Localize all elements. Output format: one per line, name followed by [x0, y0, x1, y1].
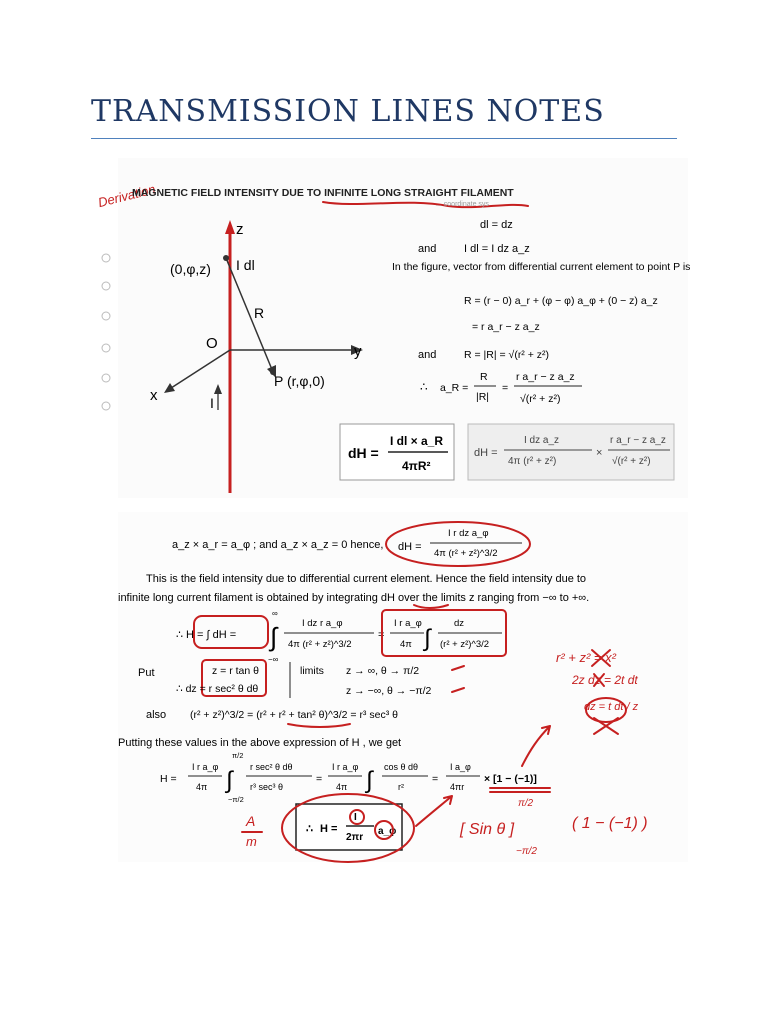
box1-num: I dl × a_R: [390, 434, 444, 448]
box2-num2: r a_r − z a_z: [610, 435, 666, 446]
final-int2-num: cos θ dθ: [384, 762, 419, 772]
final-frac3-num: I a_φ: [450, 762, 471, 772]
and-text-1: and: [418, 243, 437, 255]
result-unit: a_φ: [378, 826, 397, 837]
origin-label: O: [206, 335, 218, 352]
hand-note-3: dz = t dt / z: [584, 701, 639, 713]
paragraph-line-1: This is the field intensity due to differential current element. Hence the field intensity due to: [146, 573, 587, 585]
integral-den2: (r² + z²)^3/2: [440, 639, 490, 650]
final-int-num: r sec² θ dθ: [250, 762, 293, 772]
final-frac2-den: 4π: [336, 782, 348, 792]
substitution-2: ∴ dz = r sec² θ dθ: [176, 683, 259, 695]
paragraph-line-2: infinite long current filament is obtained by integrating dH over the limits z ranging from −∞ to +∞.: [118, 592, 590, 604]
also-underline-ink: [288, 724, 350, 727]
limit-1: z → ∞, θ → π/2: [346, 665, 420, 677]
vector-R: [226, 258, 273, 372]
final-int-upper: π/2: [232, 751, 244, 760]
current-arrowhead: [214, 384, 222, 394]
therefore-symbol-1: ∴: [420, 380, 428, 394]
eq-R-simplified: = r a_r − z a_z: [472, 321, 540, 333]
put-label: Put: [138, 667, 155, 679]
eq-aR-mid-den: |R|: [476, 391, 490, 403]
hand-note-3-strike: [594, 718, 618, 734]
box2-times: ×: [596, 447, 603, 459]
eq-dl: dl = dz: [480, 219, 513, 231]
final-lhs: H =: [160, 773, 177, 785]
and-text-2: and: [418, 349, 437, 361]
scan2-canvas: [118, 512, 688, 862]
source-point-dot: [223, 255, 229, 261]
hand-unit-A: A: [246, 813, 256, 829]
result-arrow-ink: [416, 796, 452, 826]
integral-sign: ∫: [226, 767, 233, 794]
eq-R-magnitude: R = |R| = √(r² + z²): [464, 349, 550, 361]
element-label: I dl: [236, 257, 255, 273]
box2-den2: √(r² + z²): [612, 456, 651, 467]
final-eq2: =: [432, 773, 439, 785]
eq-aR-num: r a_r − z a_z: [516, 371, 575, 383]
eq-R-expanded: R = (r − 0) a_r + (φ − φ) a_φ + (0 − z) a_z: [464, 295, 658, 307]
faded-text: ... coordinate sys: [436, 201, 489, 208]
final-int2-den: r²: [398, 782, 404, 792]
integral-sign: ∫: [424, 625, 431, 652]
integral-sign: ∫: [366, 767, 373, 794]
integral-eq: =: [378, 629, 385, 641]
final-eq1: =: [316, 773, 323, 785]
vector-R-label: R: [254, 305, 265, 321]
final-arrow-ink: [522, 726, 550, 766]
section-heading: MAGNETIC FIELD INTENSITY DUE TO INFINITE LONG STRAIGHT FILAMENT: [132, 187, 514, 199]
integral-frac-den: 4π: [400, 639, 412, 650]
y-axis-label: y: [354, 343, 362, 360]
hand-note-1: r² + z² = x²: [556, 650, 616, 665]
eq-idl: I dl = I dz a_z: [464, 243, 530, 255]
integral-frac-num: I r a_φ: [394, 618, 422, 629]
eq-aR-mid-num: R: [480, 371, 488, 383]
scan1-canvas: [96, 158, 691, 498]
result-num: I: [354, 812, 357, 823]
integral-den: 4π (r² + z²)^3/2: [288, 639, 352, 650]
paragraph-text: [392, 261, 690, 273]
current-label: I: [210, 395, 214, 411]
hand-note-2: 2z dz = 2t dt: [572, 673, 638, 687]
paragraph-text-line: In the figure, vector from differential current element to point P is: [392, 261, 691, 273]
cross-products-line: a_z × a_r = a_φ ; and a_z × a_z = 0 hence,: [172, 539, 384, 551]
hand-bracket: ( 1 − (−1) ): [572, 815, 648, 832]
dH-num: I r dz a_φ: [448, 528, 489, 539]
box2-den: 4π (r² + z²): [508, 456, 557, 467]
final-int-den: r³ sec³ θ: [250, 782, 284, 792]
integral-num: I dz r a_φ: [302, 618, 343, 629]
box2-lhs: dH =: [474, 447, 498, 459]
final-tail-underline-ink: [490, 788, 550, 792]
eq-aR-eq: =: [502, 382, 509, 394]
integral-H-lhs: ∴ H = ∫ dH =: [176, 629, 237, 641]
z-axis-label: z: [236, 221, 244, 238]
integral-upper-limit: ∞: [272, 609, 278, 618]
final-frac3-den: 4πr: [450, 782, 465, 792]
limit-tick-marks: [452, 666, 464, 692]
hand-lower-limit: −π/2: [516, 846, 537, 857]
integral-sign: ∫: [270, 622, 278, 652]
box1-lhs: dH =: [348, 445, 379, 461]
source-point-label: (0,φ,z): [170, 261, 211, 277]
hand-unit-m: m: [246, 834, 257, 849]
x-axis: [168, 350, 230, 390]
title-rule: [91, 138, 677, 139]
final-frac1-den: 4π: [196, 782, 208, 792]
heading-underline-ink: [323, 202, 528, 207]
result-therefore: ∴: [306, 823, 313, 835]
eq-aR-lhs: a_R =: [440, 382, 469, 394]
handwritten-derivation-label: Derivation: [96, 181, 157, 211]
x-axis-label: x: [150, 387, 158, 404]
final-frac2-num: I r a_φ: [332, 762, 359, 772]
dH-den: 4π (r² + z²)^3/2: [434, 548, 498, 559]
final-int-lower: −π/2: [228, 795, 244, 804]
z-axis-arrowhead: [225, 220, 235, 234]
final-frac1-num: I r a_φ: [192, 762, 219, 772]
dH-expanded-box: [468, 424, 674, 480]
page-title: TRANSMISSION LINES NOTES: [91, 94, 605, 129]
scanned-figure-derivation-part-1: [96, 158, 691, 498]
margin-marks: [102, 254, 110, 410]
scanned-figure-derivation-part-2: [118, 512, 688, 862]
integral-lower-limit: −∞: [268, 655, 279, 664]
result-lhs: H =: [320, 823, 338, 835]
box2-num: I dz a_z: [524, 435, 560, 446]
putting-sentence: Putting these values in the above expression of H , we get: [118, 737, 402, 749]
x-axis-arrowhead: [164, 383, 175, 393]
limit-2: z → −∞, θ → −π/2: [346, 685, 432, 697]
hand-upper-limit: π/2: [518, 798, 534, 809]
also-equation: (r² + z²)^3/2 = (r² + r² + tan² θ)^3/2 = r³ sec³ θ: [190, 709, 398, 721]
eq-aR-den: √(r² + z²): [520, 393, 561, 405]
dH-lhs: dH =: [398, 541, 422, 553]
field-point-label: P (r,φ,0): [274, 373, 325, 389]
result-den: 2πr: [346, 832, 364, 843]
also-label: also: [146, 709, 167, 721]
substitution-1: z = r tan θ: [212, 665, 259, 677]
dH-underline-ink: [414, 605, 448, 608]
final-tail: × [1 − (−1)]: [484, 773, 537, 785]
limits-label: limits: [300, 665, 324, 677]
box1-den: 4πR²: [402, 459, 431, 473]
hand-sin-bracket: [ Sin θ ]: [460, 821, 515, 838]
integral-num2: dz: [454, 618, 465, 629]
coordinate-diagram: [150, 220, 363, 493]
